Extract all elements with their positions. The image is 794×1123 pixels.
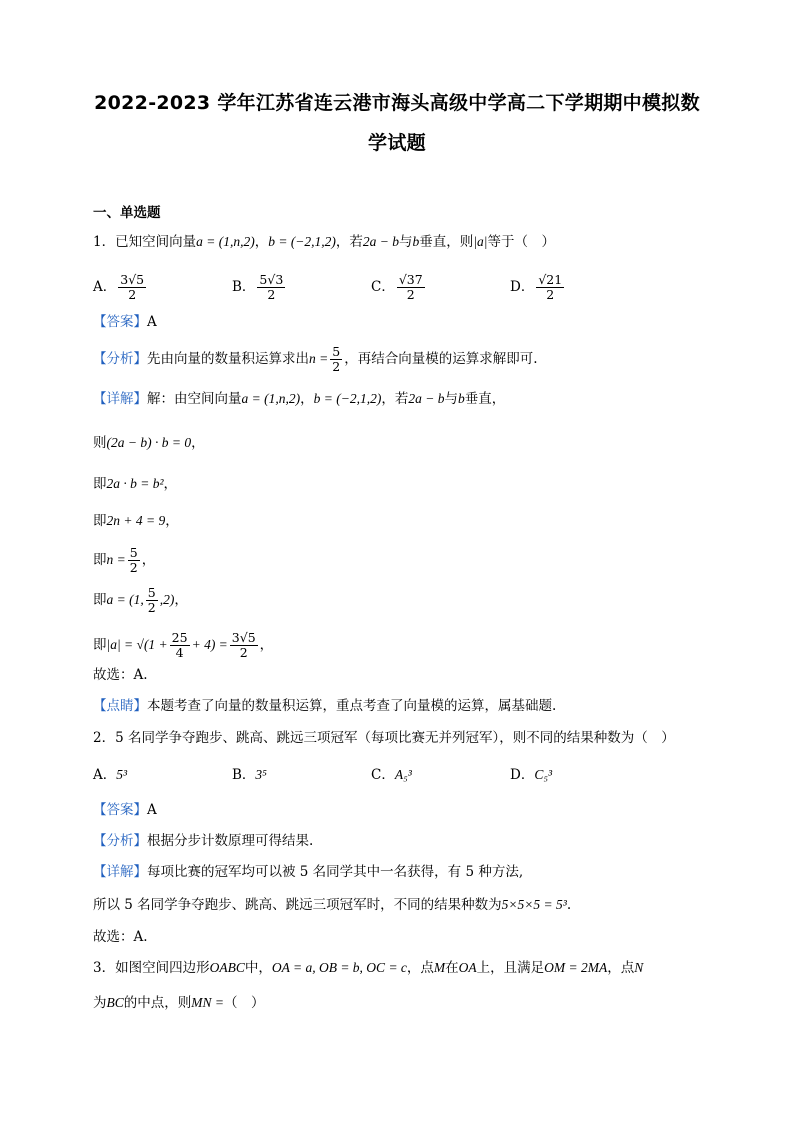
option-label: D．: [510, 767, 535, 783]
q3-math: OM = 2MA: [544, 960, 608, 975]
fraction-denominator: 2: [406, 287, 415, 302]
detail-b-letter: b: [457, 391, 465, 406]
q3-text: （ ）: [224, 995, 265, 1011]
q3-text: 中，: [244, 960, 272, 976]
analysis-text: 根据分步计数原理可得结果.: [147, 833, 314, 849]
step-suffix: ，: [165, 513, 179, 529]
step-math: + 4) =: [191, 637, 228, 652]
step-prefix: 即: [93, 637, 107, 653]
q1-answer: [93, 312, 157, 332]
q1-stem-text: 与: [399, 234, 413, 250]
analysis-tag: 【分析】: [93, 351, 147, 367]
q2-stem: 2．5 名同学争夺跑步、跳高、跳远三项冠军（每项比赛无并列冠军），则不同的结果种数为（ ）: [93, 730, 675, 746]
q3-math: OA: [458, 960, 477, 975]
detail-text: 与: [444, 391, 458, 407]
step-math: |a| = √(1 +: [106, 637, 168, 652]
option-label: A．: [93, 279, 117, 295]
option-label: C．: [371, 279, 395, 295]
detail-expression: 2a − b: [408, 391, 445, 406]
analysis-tag: 【分析】: [93, 833, 147, 849]
q3-math: N: [634, 960, 644, 975]
q1-vector-b: b = (−2,1,2): [268, 234, 336, 249]
step-math: 2n + 4 = 9: [106, 513, 166, 528]
analysis-text: ，再结合向量模的运算求解即可.: [344, 351, 538, 367]
q2-analysis: [93, 831, 313, 851]
q3-text: 为: [93, 995, 107, 1011]
q2-answer: [93, 800, 157, 820]
detail-text: 解：由空间向量: [147, 391, 242, 407]
option-value: 5³: [116, 767, 128, 782]
detail-vector-b: b = (−2,1,2): [313, 391, 382, 406]
step-math: 2a · b = b²: [106, 476, 164, 491]
q1-step-5: [93, 586, 188, 615]
q1-option-a: [93, 273, 148, 302]
step-prefix: 即: [93, 513, 107, 529]
q3-text: 在: [445, 960, 459, 976]
q1-detail: [93, 389, 505, 409]
detail-math: 5×5×5 = 5³: [501, 897, 567, 912]
step-math: (2a − b) · b = 0: [106, 435, 192, 450]
q3-text: 3．如图空间四边形: [93, 960, 210, 976]
detail-text: 每项比赛的冠军均可以被 5 名同学其中一名获得，有 5 种方法,: [147, 864, 524, 880]
step-fraction: [128, 546, 140, 575]
q3-vectors: OA = a, OB = b, OC = c: [271, 960, 407, 975]
fraction-numerator: 3√5: [120, 272, 145, 287]
q1-expression: 2a − b: [362, 234, 400, 249]
q2-detail-2: [93, 895, 571, 915]
q1-option-b: [232, 273, 287, 302]
step-suffix: ，: [141, 552, 156, 568]
fraction-denominator: 2: [239, 645, 248, 660]
q2-option-d: [510, 765, 552, 785]
detail-sep: ，: [300, 391, 314, 407]
fraction-numerator: 5: [147, 585, 156, 600]
q1-choose: 故选：A.: [93, 667, 148, 683]
document-title-line-1: 2022-2023 学年江苏省连云港市海头高级中学高二下学期期中模拟数: [94, 92, 700, 114]
step-math: n =: [106, 552, 126, 567]
fraction-numerator: 5: [332, 344, 341, 359]
q1-step-2: [93, 474, 177, 494]
fraction-numerator: 5: [129, 545, 138, 560]
q3-math: BC: [106, 995, 124, 1010]
answer-tag: 【答案】: [93, 314, 147, 330]
step-suffix: ，: [191, 435, 205, 451]
step-fraction: [230, 631, 258, 660]
q1-modulus: |a|: [473, 234, 488, 249]
q1-step-3: [93, 511, 179, 531]
q2-option-a: [93, 765, 127, 785]
option-label: D．: [510, 279, 535, 295]
option-label: C．: [371, 767, 395, 783]
analysis-math: n =: [309, 351, 329, 366]
detail-text: ，若: [381, 391, 409, 407]
q1-stem-text: 1．已知空间向量: [93, 234, 197, 250]
q1-stem-text: 垂直，则: [419, 234, 474, 250]
fraction-numerator: 3√5: [231, 630, 256, 645]
q3-math: M: [433, 960, 446, 975]
detail-tag: 【详解】: [93, 864, 147, 880]
analysis-text: 先由向量的数量积运算求出: [147, 351, 309, 367]
q1-comment: [93, 696, 556, 716]
q1-option-c: [371, 273, 427, 302]
q2-option-b: [232, 765, 267, 785]
fraction-denominator: 2: [129, 560, 138, 575]
q3-text: ，点: [406, 960, 434, 976]
step-suffix: ，: [163, 476, 178, 492]
fraction-numerator: √37: [398, 272, 423, 287]
q2-option-c: [371, 765, 412, 785]
q3-text: ，点: [607, 960, 635, 976]
fraction-denominator: 4: [175, 645, 184, 660]
option-fraction: [257, 273, 285, 302]
detail-text: 垂直，: [464, 391, 506, 407]
q1-b-letter: b: [412, 234, 420, 249]
step-prefix: 则: [93, 435, 107, 451]
detail-vector-a: a = (1,n,2): [241, 391, 301, 406]
answer-value: A: [147, 314, 157, 330]
detail-text: .: [566, 897, 572, 913]
option-value: C₅³: [534, 767, 553, 782]
q1-stem-text: 等于（ ）: [487, 234, 555, 250]
step-math: ,2): [159, 592, 175, 607]
detail-text: 所以 5 名同学争夺跑步、跳高、跳远三项冠军时，不同的结果种数为: [93, 897, 502, 913]
fraction-denominator: 2: [546, 287, 555, 302]
fraction-numerator: 5√3: [259, 272, 284, 287]
option-value: 3⁵: [255, 767, 267, 782]
q1-stem: [93, 232, 555, 252]
q3-text: 上，且满足: [476, 960, 545, 976]
q1-sep: ，: [254, 234, 269, 250]
answer-value: A: [147, 802, 157, 818]
q3-text: 的中点，则: [123, 995, 192, 1011]
q1-option-d: [510, 273, 566, 302]
step-prefix: 即: [93, 552, 107, 568]
option-label: B．: [232, 279, 256, 295]
fraction-denominator: 2: [147, 600, 156, 615]
q2-detail: [93, 862, 523, 882]
q3-math: MN =: [191, 995, 225, 1010]
step-prefix: 即: [93, 592, 107, 608]
document-title-line-2: 学试题: [368, 132, 426, 154]
fraction-numerator: 25: [171, 630, 188, 645]
q1-analysis: [93, 345, 538, 374]
option-label: A．: [93, 767, 117, 783]
fraction-denominator: 2: [267, 287, 276, 302]
option-value: A₅³: [394, 767, 412, 782]
step-fraction: [146, 586, 158, 615]
q3-stem-line-2: [93, 993, 265, 1013]
q1-stem-text: ，若: [335, 234, 363, 250]
step-suffix: ，: [174, 592, 188, 608]
q1-step-6: [93, 631, 273, 660]
comment-text: 本题考查了向量的数量积运算，重点考查了向量模的运算，属基础题.: [147, 698, 557, 714]
detail-tag: 【详解】: [93, 391, 147, 407]
step-suffix: ，: [259, 637, 274, 653]
fraction-numerator: √21: [538, 272, 563, 287]
option-fraction: [397, 273, 425, 302]
fraction-denominator: 2: [128, 287, 137, 302]
step-prefix: 即: [93, 476, 107, 492]
q1-vector-a: a = (1,n,2): [196, 234, 255, 249]
section-heading: 一、单选题: [93, 205, 161, 221]
option-fraction: [118, 273, 146, 302]
step-math: a = (1,: [106, 592, 144, 607]
analysis-fraction: [330, 345, 342, 374]
q3-math: OABC: [209, 960, 245, 975]
option-fraction: [536, 273, 564, 302]
step-fraction: [170, 631, 190, 660]
q1-step-1: [93, 433, 205, 453]
q1-step-4: [93, 546, 155, 575]
answer-tag: 【答案】: [93, 802, 147, 818]
q2-choose: 故选：A.: [93, 929, 148, 945]
option-label: B．: [232, 767, 256, 783]
q3-stem-line-1: [93, 958, 643, 978]
comment-tag: 【点睛】: [93, 698, 147, 714]
fraction-denominator: 2: [332, 359, 341, 374]
